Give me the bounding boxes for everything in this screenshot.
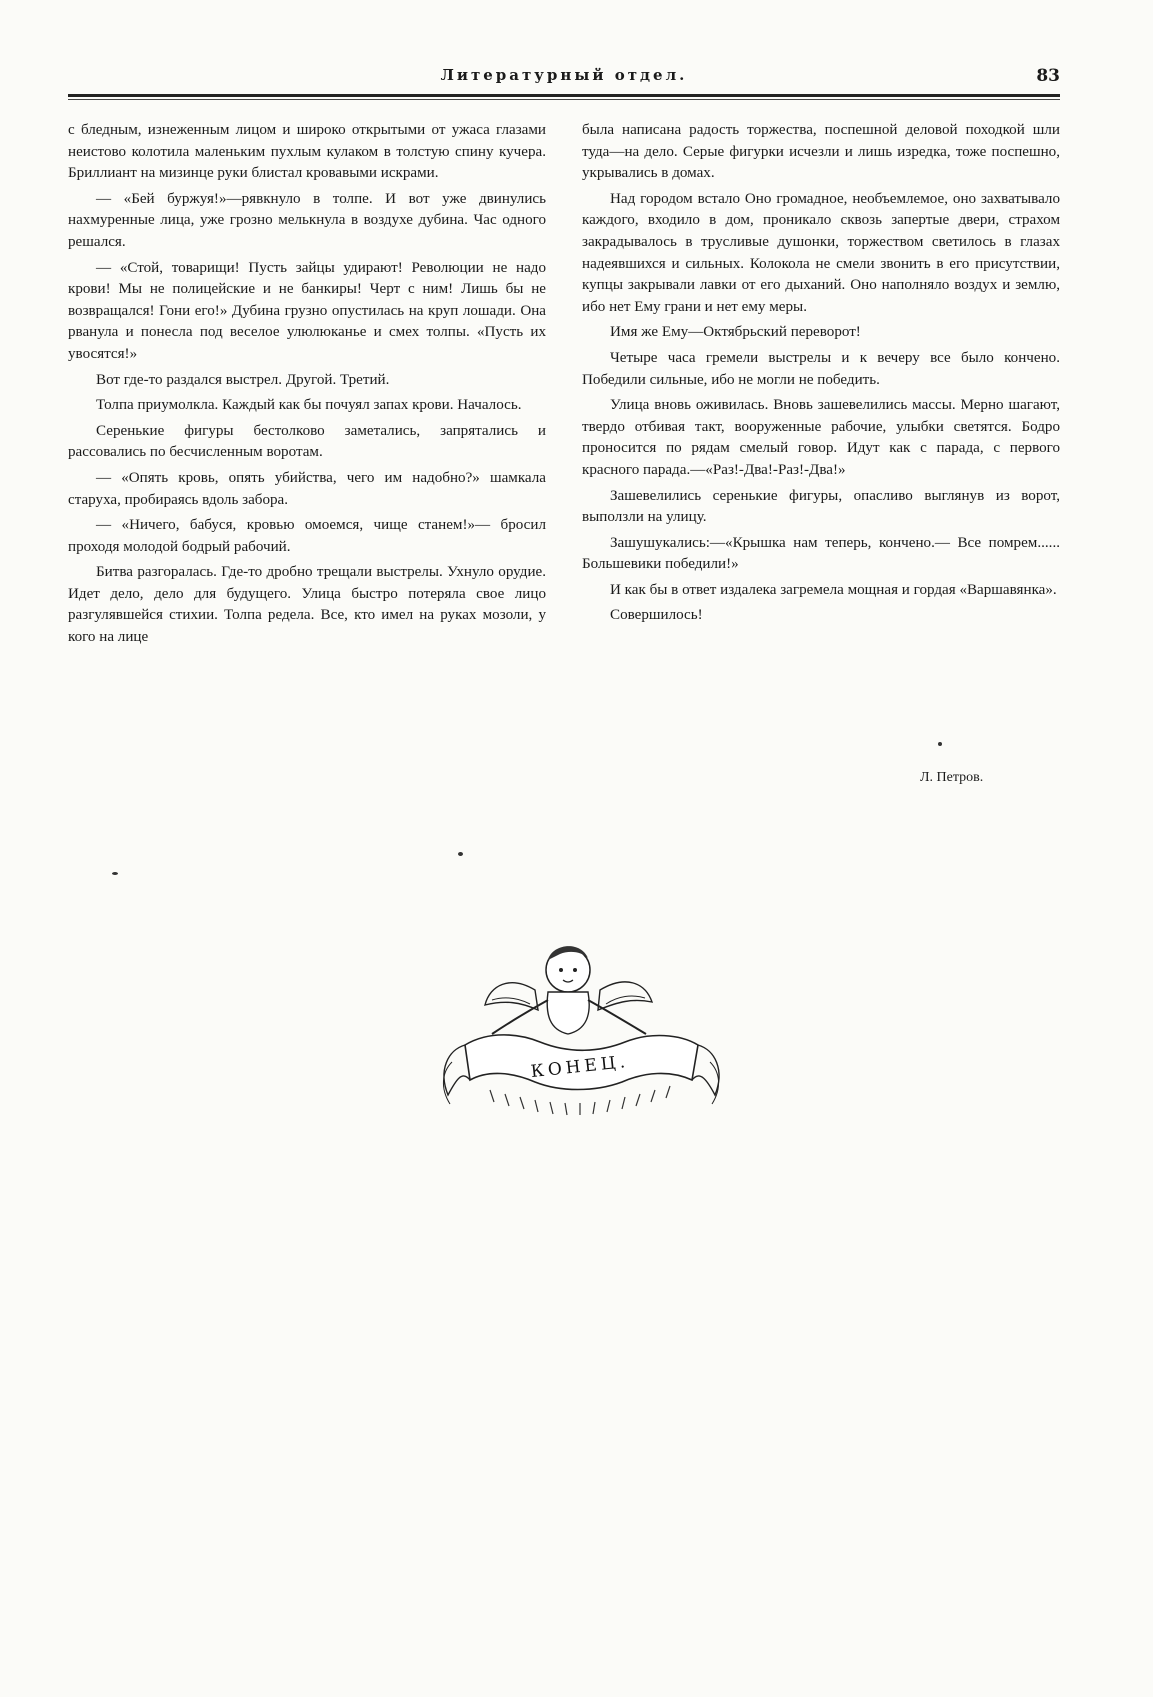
paragraph: — «Опять кровь, опять убийства, чего им надобно?» шамкала старуха, пробираясь вдоль забора. [68, 469, 546, 508]
paragraph: И как бы в ответ издалека загремела мощная и гордая «Варшавянка». [610, 581, 1057, 598]
left-text-column [68, 120, 546, 653]
ink-speck [458, 852, 463, 856]
page-number: 83 [1036, 66, 1060, 86]
paragraph: Улица вновь оживилась. Вновь зашевелились массы. Мерно шагают, твердо отбивая такт, вооруженные рабочие, улыбки светятся. Бодро проносится по рядам смелый говор. Идут как с парада, с первого красного парада.—«Раз!-Два!-Раз!-Два!» [582, 397, 1060, 478]
paragraph: Толпа приумолкла. Каждый как бы почуял запах крови. Началось. [96, 397, 522, 414]
left-wing-icon [485, 983, 538, 1010]
paragraph: Вот где-то раздался выстрел. Другой. Третий. [96, 371, 390, 388]
paragraph: Зашушукались:—«Крышка нам теперь, кончено.— Все помрем...... Большевики победили!» [582, 534, 1060, 573]
ink-speck [938, 742, 942, 746]
paragraph: Совершилось! [610, 607, 703, 624]
header-rule-thin [68, 99, 1060, 100]
section-title: Литературный отдел. [440, 66, 688, 84]
paragraph: Четыре часа гремели выстрелы и к вечеру все было кончено. Победили сильные, ибо не могли не победить. [582, 349, 1060, 388]
paragraph: Имя же Ему—Октябрьский переворот! [610, 324, 861, 341]
paragraph: Зашевелились серенькие фигуры, опасливо выглянув из ворот, выползли на улицу. [582, 487, 1060, 526]
paragraph: Серенькие фигуры бестолково заметались, запрятались и рассовались по бесчисленным воротам. [68, 422, 546, 461]
paragraph: Над городом встало Оно громадное, необъемлемое, оно захватывало каждого, входило в дом, проникало сквозь запертые двери, страхом закрадывалось в трусливые душонки, торжеством светилось в глазах надеявшихся и сильных. Колокола не смели звонить в его присутствии, купцы закрывали лавки от его дыханий. Оно наполняло воздух и землю, ибо нет Ему грани и нет ему меры. [582, 190, 1060, 315]
paragraph: — «Стой, товарищи! Пусть зайцы удирают! Революции не надо крови! Мы не полицейские и не банкиры! Черт с ним! Лишь бы не возвращался! Гони его!» Дубина грузно опустилась на круп лошади. Она рванула и понесла под веселое улюлюканье и смех толпы. «Пусть их увосятся!» [68, 259, 546, 362]
paragraph: с бледным, изнеженным лицом и широко открытыми от ужаса глазами неистово колотила маленьким пухлым кулаком в толстую спину кучера. Бриллиант на мизинце руки блистал кровавыми искрами. [68, 122, 546, 182]
author-signature: Л. Петров. [920, 770, 984, 785]
paragraph: Битва разгоралась. Где-то дробно трещали выстрелы. Ухнуло орудие. Идет дело, дело для будущего. Улица быстро потеряла свое лицо разгулявшейся стихии. Толпа редела. Все, кто имел на руках мозоли, у кого на лице [68, 564, 546, 646]
paragraph: — «Бей буржуя!»—рявкнуло в толпе. И вот уже двинулись нахмуренные лица, уже грозно мелькнула в воздухе дубина. Час одного решался. [68, 190, 546, 250]
cherub-ornament-end-vignette [430, 930, 730, 1120]
banner-text: КОНЕЦ. [529, 1051, 630, 1083]
running-header [68, 66, 1060, 90]
ink-speck [112, 872, 118, 875]
paragraph: была написана радость торжества, поспешной деловой походкой шли туда—на дело. Серые фигурки исчезли и лишь изредка, тоже поспешно, укрывались в домах. [582, 122, 1060, 182]
right-text-column [582, 120, 1060, 631]
header-rule-thick [68, 94, 1060, 97]
paragraph: — «Ничего, бабуся, кровью омоемся, чище станем!»— бросил проходя молодой бодрый рабочий. [68, 517, 546, 555]
